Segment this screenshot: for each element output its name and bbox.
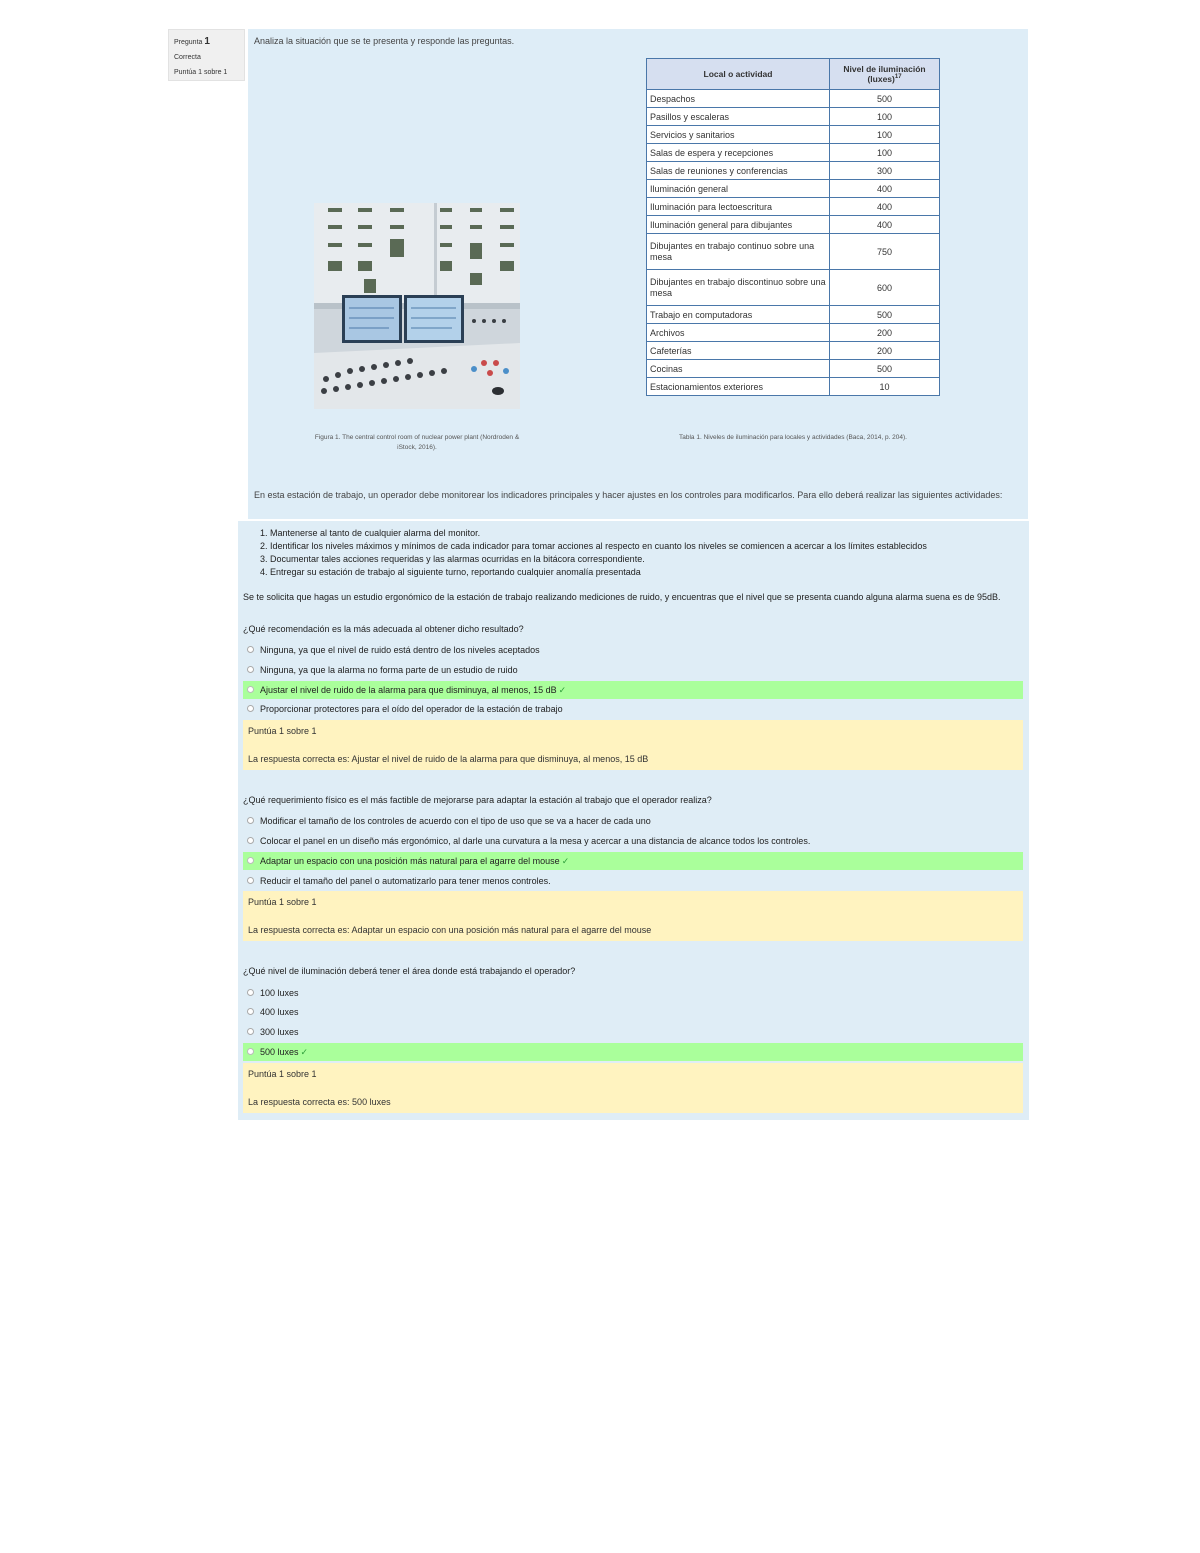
table-row: Pasillos y escaleras 100 (647, 108, 940, 126)
q3-grade: Puntúa 1 sobre 1 (248, 1069, 317, 1079)
question-number: Pregunta 1 (174, 36, 210, 47)
radio-icon[interactable] (247, 1028, 254, 1035)
q1-option-3-correct[interactable]: Ajustar el nivel de ruido de la alarma para que disminuya, al menos, 15 dB ✓ (243, 681, 1023, 699)
q3-option-3[interactable]: 300 luxes (243, 1023, 1023, 1041)
table-row: Trabajo en computadoras 500 (647, 306, 940, 324)
radio-icon[interactable] (247, 857, 254, 864)
q2-option-2[interactable]: Colocar el panel en un diseño más ergonómico, al darle una curvatura a la mesa y acercar a una distancia de alcance todos los controles. (243, 832, 1023, 850)
table-header-row (647, 59, 940, 90)
question-formulation (248, 29, 1028, 519)
table-row: Dibujantes en trabajo continuo sobre una mesa 750 (647, 234, 940, 270)
q3-option-4-correct[interactable]: 500 luxes ✓ (243, 1043, 1023, 1061)
table-row: Dibujantes en trabajo discontinuo sobre una mesa 600 (647, 270, 940, 306)
question-info (168, 29, 245, 81)
q2-option-1[interactable]: Modificar el tamaño de los controles de acuerdo con el tipo de uso que se va a hacer de cada uno (243, 812, 1023, 830)
q2-option-4[interactable]: Reducir el tamaño del panel o automatizarlo para tener menos controles. (243, 872, 1023, 890)
q1-feedback (243, 720, 1023, 770)
question-grade: Puntúa 1 sobre 1 (174, 69, 228, 76)
q1-right-answer: La respuesta correcta es: Ajustar el nivel de ruido de la alarma para que disminuya, al menos, 15 dB (248, 754, 649, 764)
check-icon: ✓ (558, 685, 567, 695)
table-row: Iluminación para lectoescritura 400 (647, 198, 940, 216)
q1-option-4[interactable]: Proporcionar protectores para el oído del operador de la estación de trabajo (243, 700, 1023, 718)
radio-icon[interactable] (247, 1048, 254, 1055)
task-item: 3. Documentar tales acciones requeridas y las alarmas ocurridas en la bitácora correspondiente. (260, 554, 645, 564)
illumination-table (646, 58, 940, 396)
radio-icon[interactable] (247, 817, 254, 824)
q3-option-1[interactable]: 100 luxes (243, 984, 1023, 1002)
task-item: 2. Identificar los niveles máximos y mínimos de cada indicador para tomar acciones al respecto en cuanto los niveles se comiencen a acercar a los límites establecidos (260, 541, 927, 551)
radio-icon[interactable] (247, 686, 254, 693)
scenario-text: En esta estación de trabajo, un operador debe monitorear los indicadores principales y hacer ajustes en los controles para modificarlos. Para ello deberá realizar las siguientes actividades: (254, 490, 1003, 500)
study-text: Se te solicita que hagas un estudio ergonómico de la estación de trabajo realizando mediciones de ruido, y encuentras que el nivel que se presenta cuando alguna alarma suena es de 95dB. (243, 592, 1001, 602)
q2-right-answer: La respuesta correcta es: Adaptar un espacio con una posición más natural para el agarre del mouse (248, 925, 652, 935)
q2-feedback (243, 891, 1023, 941)
header-activity: Local o actividad (647, 59, 830, 90)
q2-option-3-correct[interactable]: Adaptar un espacio con una posición más natural para el agarre del mouse ✓ (243, 852, 1023, 870)
task-list (250, 527, 927, 579)
radio-icon[interactable] (247, 837, 254, 844)
subquestions-area (238, 521, 1029, 1120)
question-2-text: ¿Qué requerimiento físico es el más factible de mejorarse para adaptar la estación al trabajo que el operador realiza? (243, 795, 712, 805)
q1-option-1[interactable]: Ninguna, ya que el nivel de ruido está dentro de los niveles aceptados (243, 641, 1023, 659)
table-caption: Tabla 1. Niveles de iluminación para locales y actividades (Baca, 2014, p. 204). (679, 434, 907, 441)
check-icon: ✓ (561, 856, 570, 866)
q2-grade: Puntúa 1 sobre 1 (248, 897, 317, 907)
q1-option-2[interactable]: Ninguna, ya que la alarma no forma parte de un estudio de ruido (243, 661, 1023, 679)
q3-feedback (243, 1063, 1023, 1113)
radio-icon[interactable] (247, 646, 254, 653)
table-row: Cafeterías 200 (647, 342, 940, 360)
q3-option-2[interactable]: 400 luxes (243, 1003, 1023, 1021)
question-1-text: ¿Qué recomendación es la más adecuada al obtener dicho resultado? (243, 624, 524, 634)
radio-icon[interactable] (247, 989, 254, 996)
table-row: Iluminación general para dibujantes 400 (647, 216, 940, 234)
radio-icon[interactable] (247, 1008, 254, 1015)
question-3-text: ¿Qué nivel de iluminación deberá tener el área donde está trabajando el operador? (243, 966, 576, 976)
task-item: 1. Mantenerse al tanto de cualquier alarma del monitor. (260, 528, 481, 538)
task-item: 4. Entregar su estación de trabajo al siguiente turno, reportando cualquier anomalía presentada (260, 567, 641, 577)
q3-right-answer: La respuesta correcta es: 500 luxes (248, 1097, 391, 1107)
check-icon: ✓ (300, 1047, 309, 1057)
figure-caption: Figura 1. The central control room of nuclear power plant (Nordroden & iStock, 2016). (314, 434, 520, 451)
header-level: Nivel de iluminación (luxes)$^{17}$ (830, 59, 940, 90)
table-row: Salas de reuniones y conferencias 300 (647, 162, 940, 180)
intro-text: Analiza la situación que se te presenta y responde las preguntas. (254, 36, 515, 46)
question-state: Correcta (174, 54, 201, 61)
radio-icon[interactable] (247, 877, 254, 884)
table-row: Estacionamientos exteriores 10 (647, 378, 940, 396)
control-room-illustration (314, 203, 520, 409)
radio-icon[interactable] (247, 666, 254, 673)
table-row: Cocinas 500 (647, 360, 940, 378)
q1-grade: Puntúa 1 sobre 1 (248, 726, 317, 736)
table-row: Servicios y sanitarios 100 (647, 126, 940, 144)
table-row: Archivos 200 (647, 324, 940, 342)
table-row: Iluminación general 400 (647, 180, 940, 198)
table-row: Salas de espera y recepciones 100 (647, 144, 940, 162)
control-room-image (314, 203, 520, 409)
table-row: Despachos 500 (647, 90, 940, 108)
radio-icon[interactable] (247, 705, 254, 712)
